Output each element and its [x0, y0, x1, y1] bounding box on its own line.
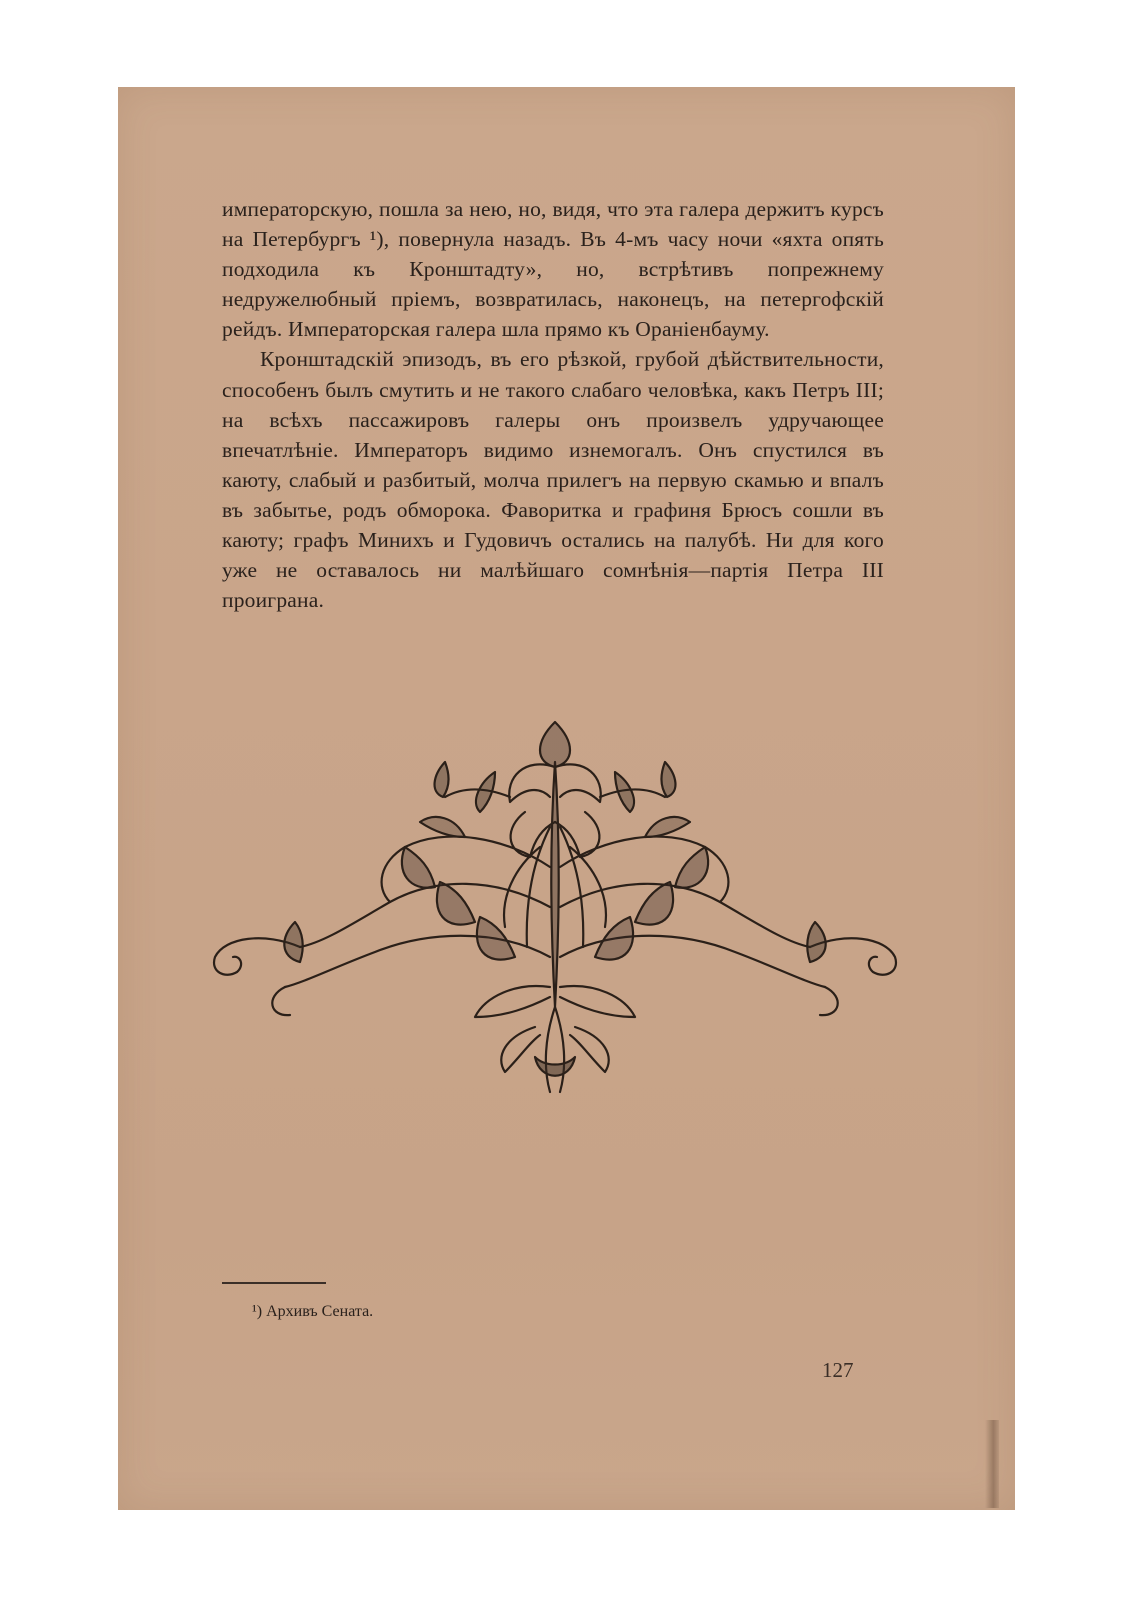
footnote: ¹) Архивъ Сената.: [252, 1303, 374, 1320]
body-text: [222, 194, 884, 615]
page-number: 127: [822, 1358, 854, 1382]
paragraph-1: императорскую, пошла за нею, но, видя, что эта галера держитъ курсъ на Петербургъ ¹), повернула назадъ. Въ 4-мъ часу ночи «яхта опять подходила къ Кронштадту», но, встрѣтивъ попрежнему недружелюбный пріемъ, возвратилась, наконецъ, на петергофскій рейдъ. Императорская галера шла прямо къ Ораніенбауму.: [222, 197, 884, 342]
floral-vignette-icon: [205, 717, 905, 1107]
paragraph-2: Кронштадскій эпизодъ, въ его рѣзкой, грубой дѣйствительности, способенъ былъ смутить и не такого слабаго человѣка, какъ Петръ III; на всѣхъ пассажировъ галеры онъ произвелъ удручающее впечатлѣніе. Императоръ видимо изнемогалъ. Онъ спустился въ каюту, слабый и разбитый, молча прилегъ на первую скамью и впалъ въ забытье, родъ обморока. Фаворитка и графиня Брюсъ сошли въ каюту; графъ Минихъ и Гудовичъ остались на палубѣ. Ни для кого уже не оставалось ни малѣйшаго сомнѣнія—партія Петра III проиграна.: [222, 347, 884, 613]
footnote-rule: [222, 1282, 326, 1284]
page-edge-shadow: [985, 1420, 999, 1508]
